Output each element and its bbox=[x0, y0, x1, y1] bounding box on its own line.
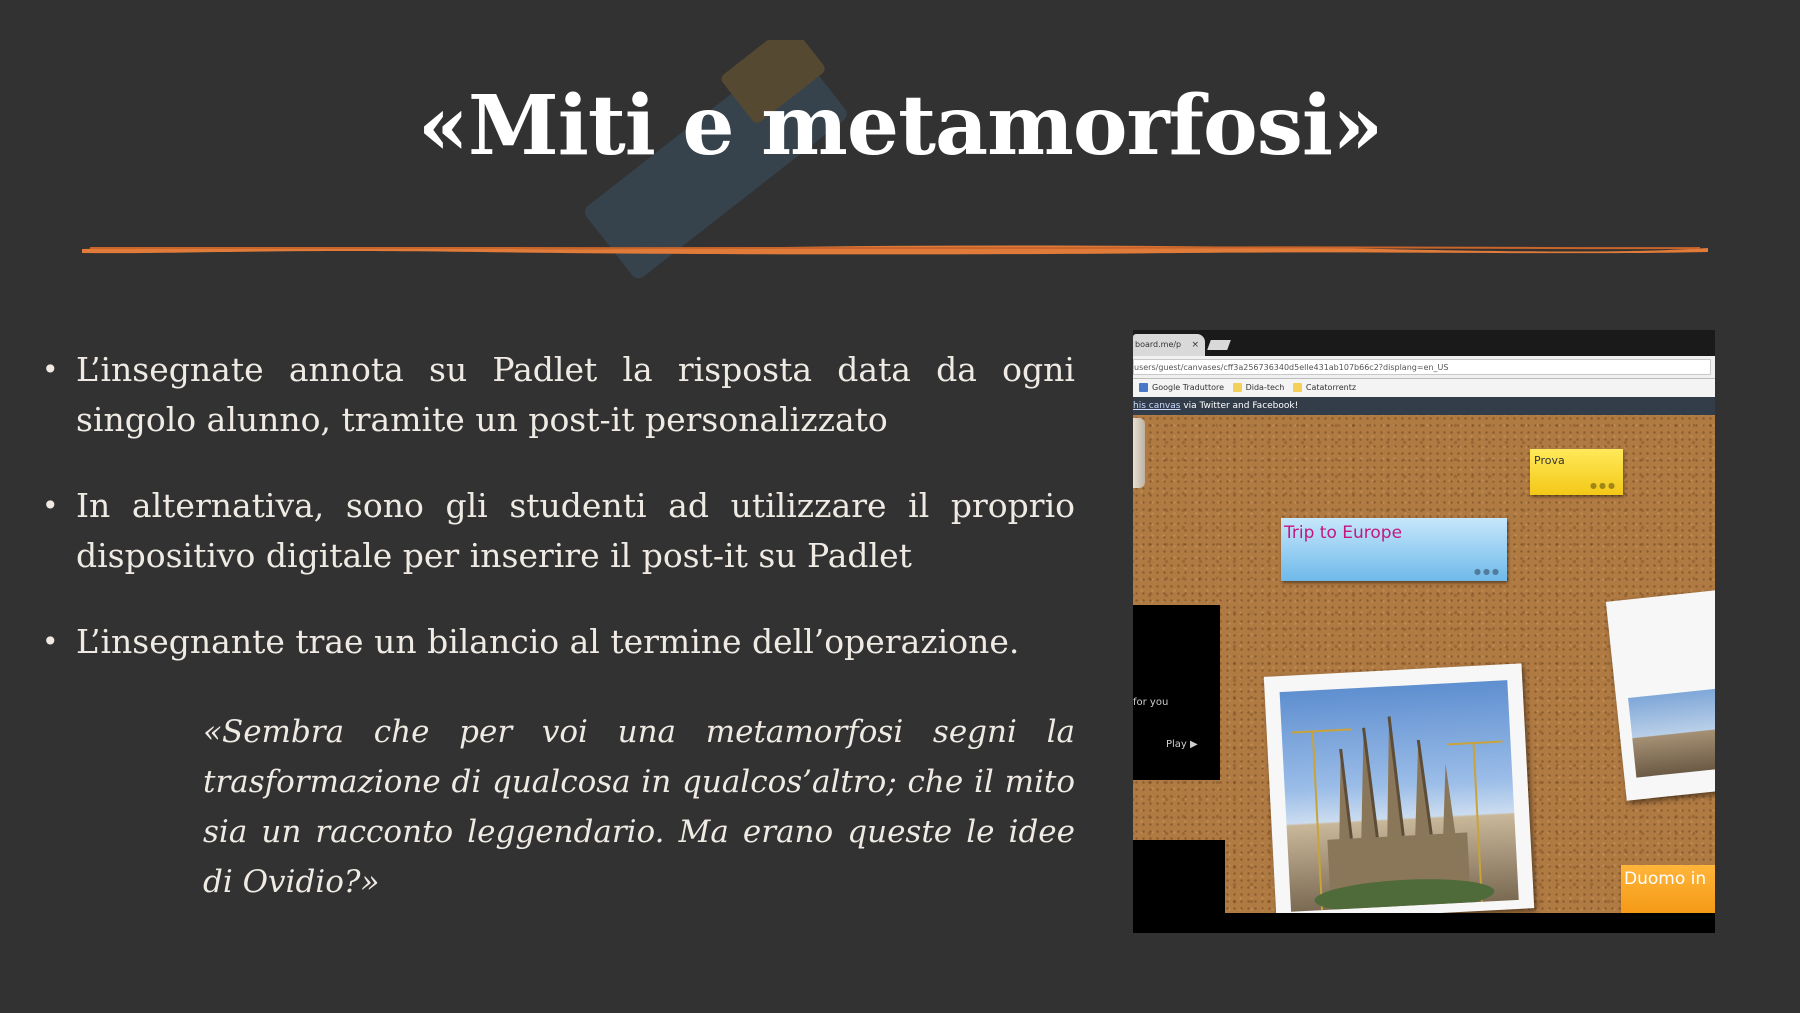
sticky-note-text: Prova bbox=[1534, 454, 1565, 467]
bullet-text: L’insegnate annota su Padlet la risposta data da ogni singolo alunno, tramite un post-it personalizzato bbox=[76, 350, 1075, 439]
video-card-text: for you bbox=[1133, 697, 1169, 708]
bookmark-dida-tech[interactable] bbox=[1233, 379, 1285, 397]
browser-tabbar bbox=[1133, 330, 1715, 356]
bullet-item bbox=[40, 617, 1075, 667]
screenshot-bottom-bar bbox=[1133, 913, 1715, 933]
sagrada-familia-photo bbox=[1280, 680, 1519, 912]
title-divider bbox=[80, 240, 1710, 258]
share-link[interactable]: his canvas bbox=[1133, 401, 1181, 411]
bookmark-label: Google Traduttore bbox=[1152, 383, 1225, 392]
padlet-screenshot bbox=[1133, 330, 1715, 933]
hand-cursor-icon bbox=[1133, 418, 1145, 488]
play-button[interactable]: Play ▶ bbox=[1166, 739, 1198, 750]
sticky-note-orange[interactable] bbox=[1621, 865, 1715, 913]
note-controls-icon: ●●● bbox=[1590, 481, 1617, 490]
cathedral-illustration bbox=[1280, 680, 1519, 912]
dark-card bbox=[1133, 840, 1225, 920]
photo-card-sagrada-familia[interactable] bbox=[1264, 663, 1534, 921]
bookmark-label: Catatorrentz bbox=[1305, 383, 1357, 392]
folder-icon bbox=[1293, 383, 1302, 392]
share-notice-text: via Twitter and Facebook! bbox=[1180, 401, 1299, 411]
bullet-text: In alternativa, sono gli studenti ad utilizzare il proprio dispositivo digitale per inserire il post-it su Padlet bbox=[76, 486, 1075, 575]
sticky-note-blue[interactable] bbox=[1281, 518, 1507, 581]
bullet-item bbox=[40, 481, 1075, 581]
bullet-dot: • bbox=[42, 489, 59, 522]
share-notice-bar bbox=[1133, 397, 1715, 415]
bullet-text: L’insegnante trae un bilancio al termine dell’operazione. bbox=[76, 622, 1020, 661]
bullet-item bbox=[40, 345, 1075, 445]
bookmark-google-traduttore[interactable] bbox=[1139, 379, 1224, 397]
bullet-dot: • bbox=[42, 625, 59, 658]
sticky-note-text: Duomo in bbox=[1624, 869, 1707, 889]
bookmark-icon bbox=[1139, 383, 1148, 392]
note-controls-icon: ●●● bbox=[1474, 567, 1501, 576]
acropolis-photo bbox=[1628, 689, 1715, 778]
slide-title: «Miti e metamorfosi» bbox=[417, 78, 1383, 174]
close-icon[interactable]: × bbox=[1191, 340, 1199, 350]
bullet-list bbox=[40, 345, 1075, 703]
folder-icon bbox=[1233, 383, 1242, 392]
sticky-note-text: Trip to Europe bbox=[1284, 523, 1403, 543]
browser-address-bar bbox=[1133, 356, 1715, 379]
bookmark-catatorrentz[interactable] bbox=[1293, 379, 1356, 397]
quote-text: «Sembra che per voi una metamorfosi segni la trasformazione di qualcosa in qualcos’altro; che il mito sia un racconto leggendario. Ma erano queste le idee di Ovidio?» bbox=[203, 714, 1075, 900]
new-tab-button[interactable] bbox=[1207, 340, 1231, 350]
bullet-dot: • bbox=[42, 353, 59, 386]
url-field[interactable]: users/guest/canvases/cff3a256736340d5elle431ab107b66c2?displang=en_US bbox=[1133, 359, 1711, 375]
video-card[interactable] bbox=[1133, 605, 1220, 780]
sticky-note-yellow[interactable] bbox=[1530, 449, 1623, 495]
bookmark-label: Dida-tech bbox=[1245, 383, 1285, 392]
browser-tab-label: board.me/p bbox=[1135, 340, 1182, 349]
browser-tab[interactable] bbox=[1133, 334, 1205, 356]
bookmarks-bar bbox=[1133, 379, 1715, 397]
